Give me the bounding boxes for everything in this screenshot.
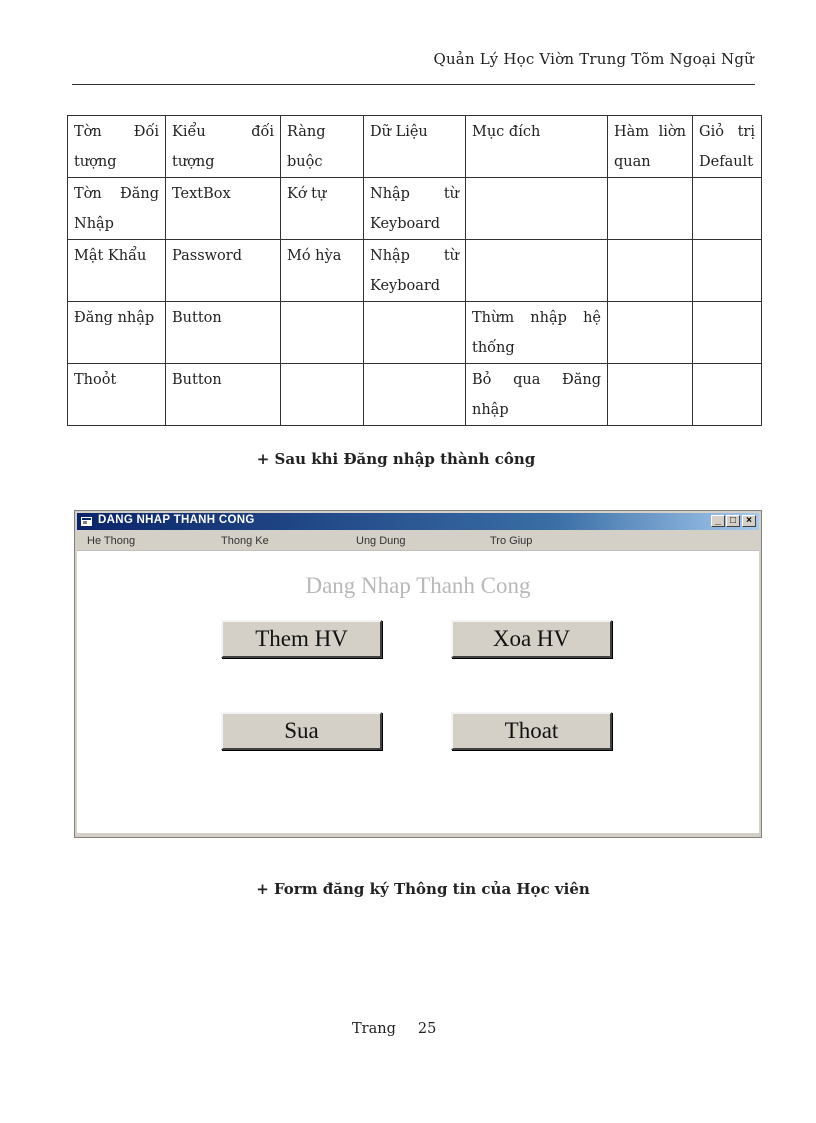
menu-he-thong[interactable]: He Thong <box>87 535 136 547</box>
table-cell <box>281 302 364 364</box>
form-client-area <box>77 550 759 833</box>
table-row <box>68 364 762 426</box>
table-cell: Nhập từ Keyboard <box>364 240 466 302</box>
table-header-cell: Ràng buộc <box>281 116 364 178</box>
close-icon[interactable]: × <box>742 515 756 527</box>
minimize-icon[interactable]: _ <box>711 515 725 527</box>
table-cell <box>693 178 762 240</box>
table-cell <box>693 364 762 426</box>
table-header-cell: Tờn Đối tượng <box>68 116 166 178</box>
table-cell: Password <box>166 240 281 302</box>
table-cell <box>281 364 364 426</box>
login-success-window <box>74 510 762 838</box>
title-bar[interactable] <box>77 513 759 530</box>
table-cell <box>608 178 693 240</box>
table-header-cell: Dữ Liệu <box>364 116 466 178</box>
table-cell: Mó hỳa <box>281 240 364 302</box>
page-number: 25 <box>417 1021 437 1037</box>
add-student-button[interactable]: Them HV <box>221 620 382 658</box>
table-cell: Tờn Đăng Nhập <box>68 178 166 240</box>
table-cell <box>608 364 693 426</box>
table-cell <box>466 240 608 302</box>
table-cell: TextBox <box>166 178 281 240</box>
table-cell <box>364 302 466 364</box>
table-cell: Mật Khẩu <box>68 240 166 302</box>
table-cell: Thừm nhập hệ thống <box>466 302 608 364</box>
window-title: DANG NHAP THANH CONG <box>98 514 255 526</box>
menu-bar <box>77 531 759 550</box>
table-cell: Kớ tự <box>281 178 364 240</box>
object-spec-table <box>67 115 762 426</box>
table-cell: Button <box>166 302 281 364</box>
app-icon <box>81 517 92 526</box>
menu-tro-giup[interactable]: Tro Giup <box>490 535 533 547</box>
table-cell: Thoỏt <box>68 364 166 426</box>
header-title: Quản Lý Học Viờn Trung Tõm Ngoại Ngữ <box>433 50 754 68</box>
caption-registration-form: + Form đăng ký Thông tin của Học viên <box>256 880 590 898</box>
page-label: Trang <box>352 1021 396 1037</box>
table-cell: Bỏ qua Đăng nhập <box>466 364 608 426</box>
page-footer <box>352 1021 436 1037</box>
table-cell <box>608 240 693 302</box>
table-header-row <box>68 116 762 178</box>
table-header-cell: Mục đích <box>466 116 608 178</box>
table-cell <box>364 364 466 426</box>
table-cell <box>466 178 608 240</box>
edit-button[interactable]: Sua <box>221 712 382 750</box>
table-cell <box>693 240 762 302</box>
table-cell: Đăng nhập <box>68 302 166 364</box>
form-heading: Dang Nhap Thanh Cong <box>305 573 531 598</box>
maximize-icon[interactable]: □ <box>726 515 740 527</box>
table-cell: Nhập từ Keyboard <box>364 178 466 240</box>
table-cell <box>693 302 762 364</box>
menu-ung-dung[interactable]: Ung Dung <box>356 535 406 547</box>
caption-after-login: + Sau khi Đăng nhập thành công <box>256 450 536 468</box>
table-header-cell: Hàm liờn quan <box>608 116 693 178</box>
table-header-cell: Giỏ trị Default <box>693 116 762 178</box>
table-row <box>68 178 762 240</box>
table-cell: Button <box>166 364 281 426</box>
table-header-cell: Kiểu đối tượng <box>166 116 281 178</box>
table-row <box>68 302 762 364</box>
header-rule <box>72 84 755 85</box>
exit-button[interactable]: Thoat <box>451 712 612 750</box>
menu-thong-ke[interactable]: Thong Ke <box>221 535 269 547</box>
table-cell <box>608 302 693 364</box>
table-row <box>68 240 762 302</box>
delete-student-button[interactable]: Xoa HV <box>451 620 612 658</box>
